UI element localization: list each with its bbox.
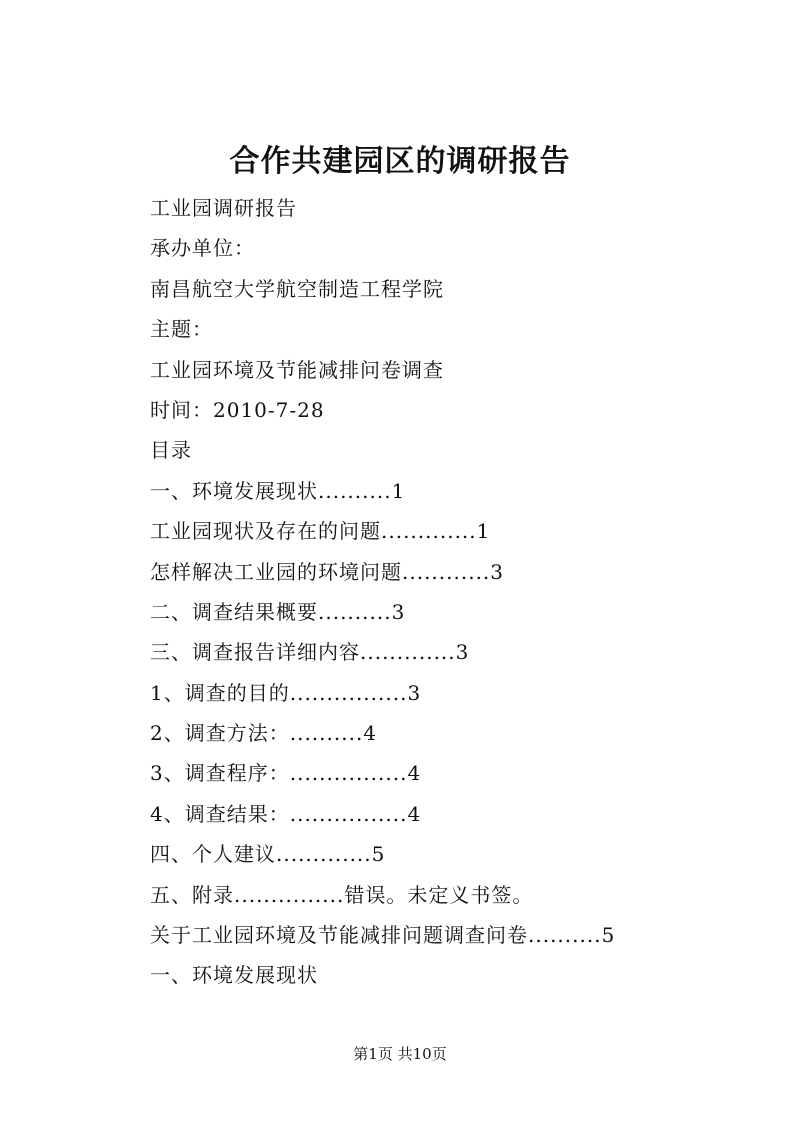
toc-entry[interactable]: 4、调查结果：................4: [150, 801, 422, 826]
body-line: 主题：: [150, 317, 213, 342]
toc-entry[interactable]: 二、调查结果概要..........3: [150, 599, 406, 624]
toc-entry[interactable]: 关于工业园环境及节能减排问题调查问卷..........5: [150, 923, 616, 948]
toc-heading: 目录: [150, 438, 192, 463]
toc-entry[interactable]: 三、调查报告详细内容.............3: [150, 640, 470, 665]
document-title: 合作共建园区的调研报告: [229, 144, 571, 179]
toc-entry[interactable]: 四、个人建议.............5: [150, 842, 386, 867]
toc-entry[interactable]: 3、调查程序：................4: [150, 761, 422, 786]
body-line: 承办单位：: [150, 236, 255, 261]
toc-entry[interactable]: 1、调查的目的................3: [150, 680, 422, 705]
toc-entry[interactable]: 工业园现状及存在的问题.............1: [150, 519, 491, 544]
section-heading: 一、环境发展现状: [150, 963, 318, 988]
body-line: 工业园环境及节能减排问卷调查: [150, 357, 444, 382]
toc-entry[interactable]: 五、附录...............错误。未定义书签。: [150, 882, 534, 907]
toc-entry[interactable]: 2、调查方法：..........4: [150, 721, 378, 746]
toc-entry[interactable]: 怎样解决工业园的环境问题............3: [150, 559, 505, 584]
body-line: 南昌航空大学航空制造工程学院: [150, 276, 444, 301]
body-line: 时间：2010-7-28: [150, 397, 325, 422]
page-footer: 第1页 共10页: [353, 1045, 447, 1063]
toc-entry[interactable]: 一、环境发展现状..........1: [150, 478, 406, 503]
body-line: 工业园调研报告: [150, 196, 297, 220]
document-body: [150, 188, 770, 996]
